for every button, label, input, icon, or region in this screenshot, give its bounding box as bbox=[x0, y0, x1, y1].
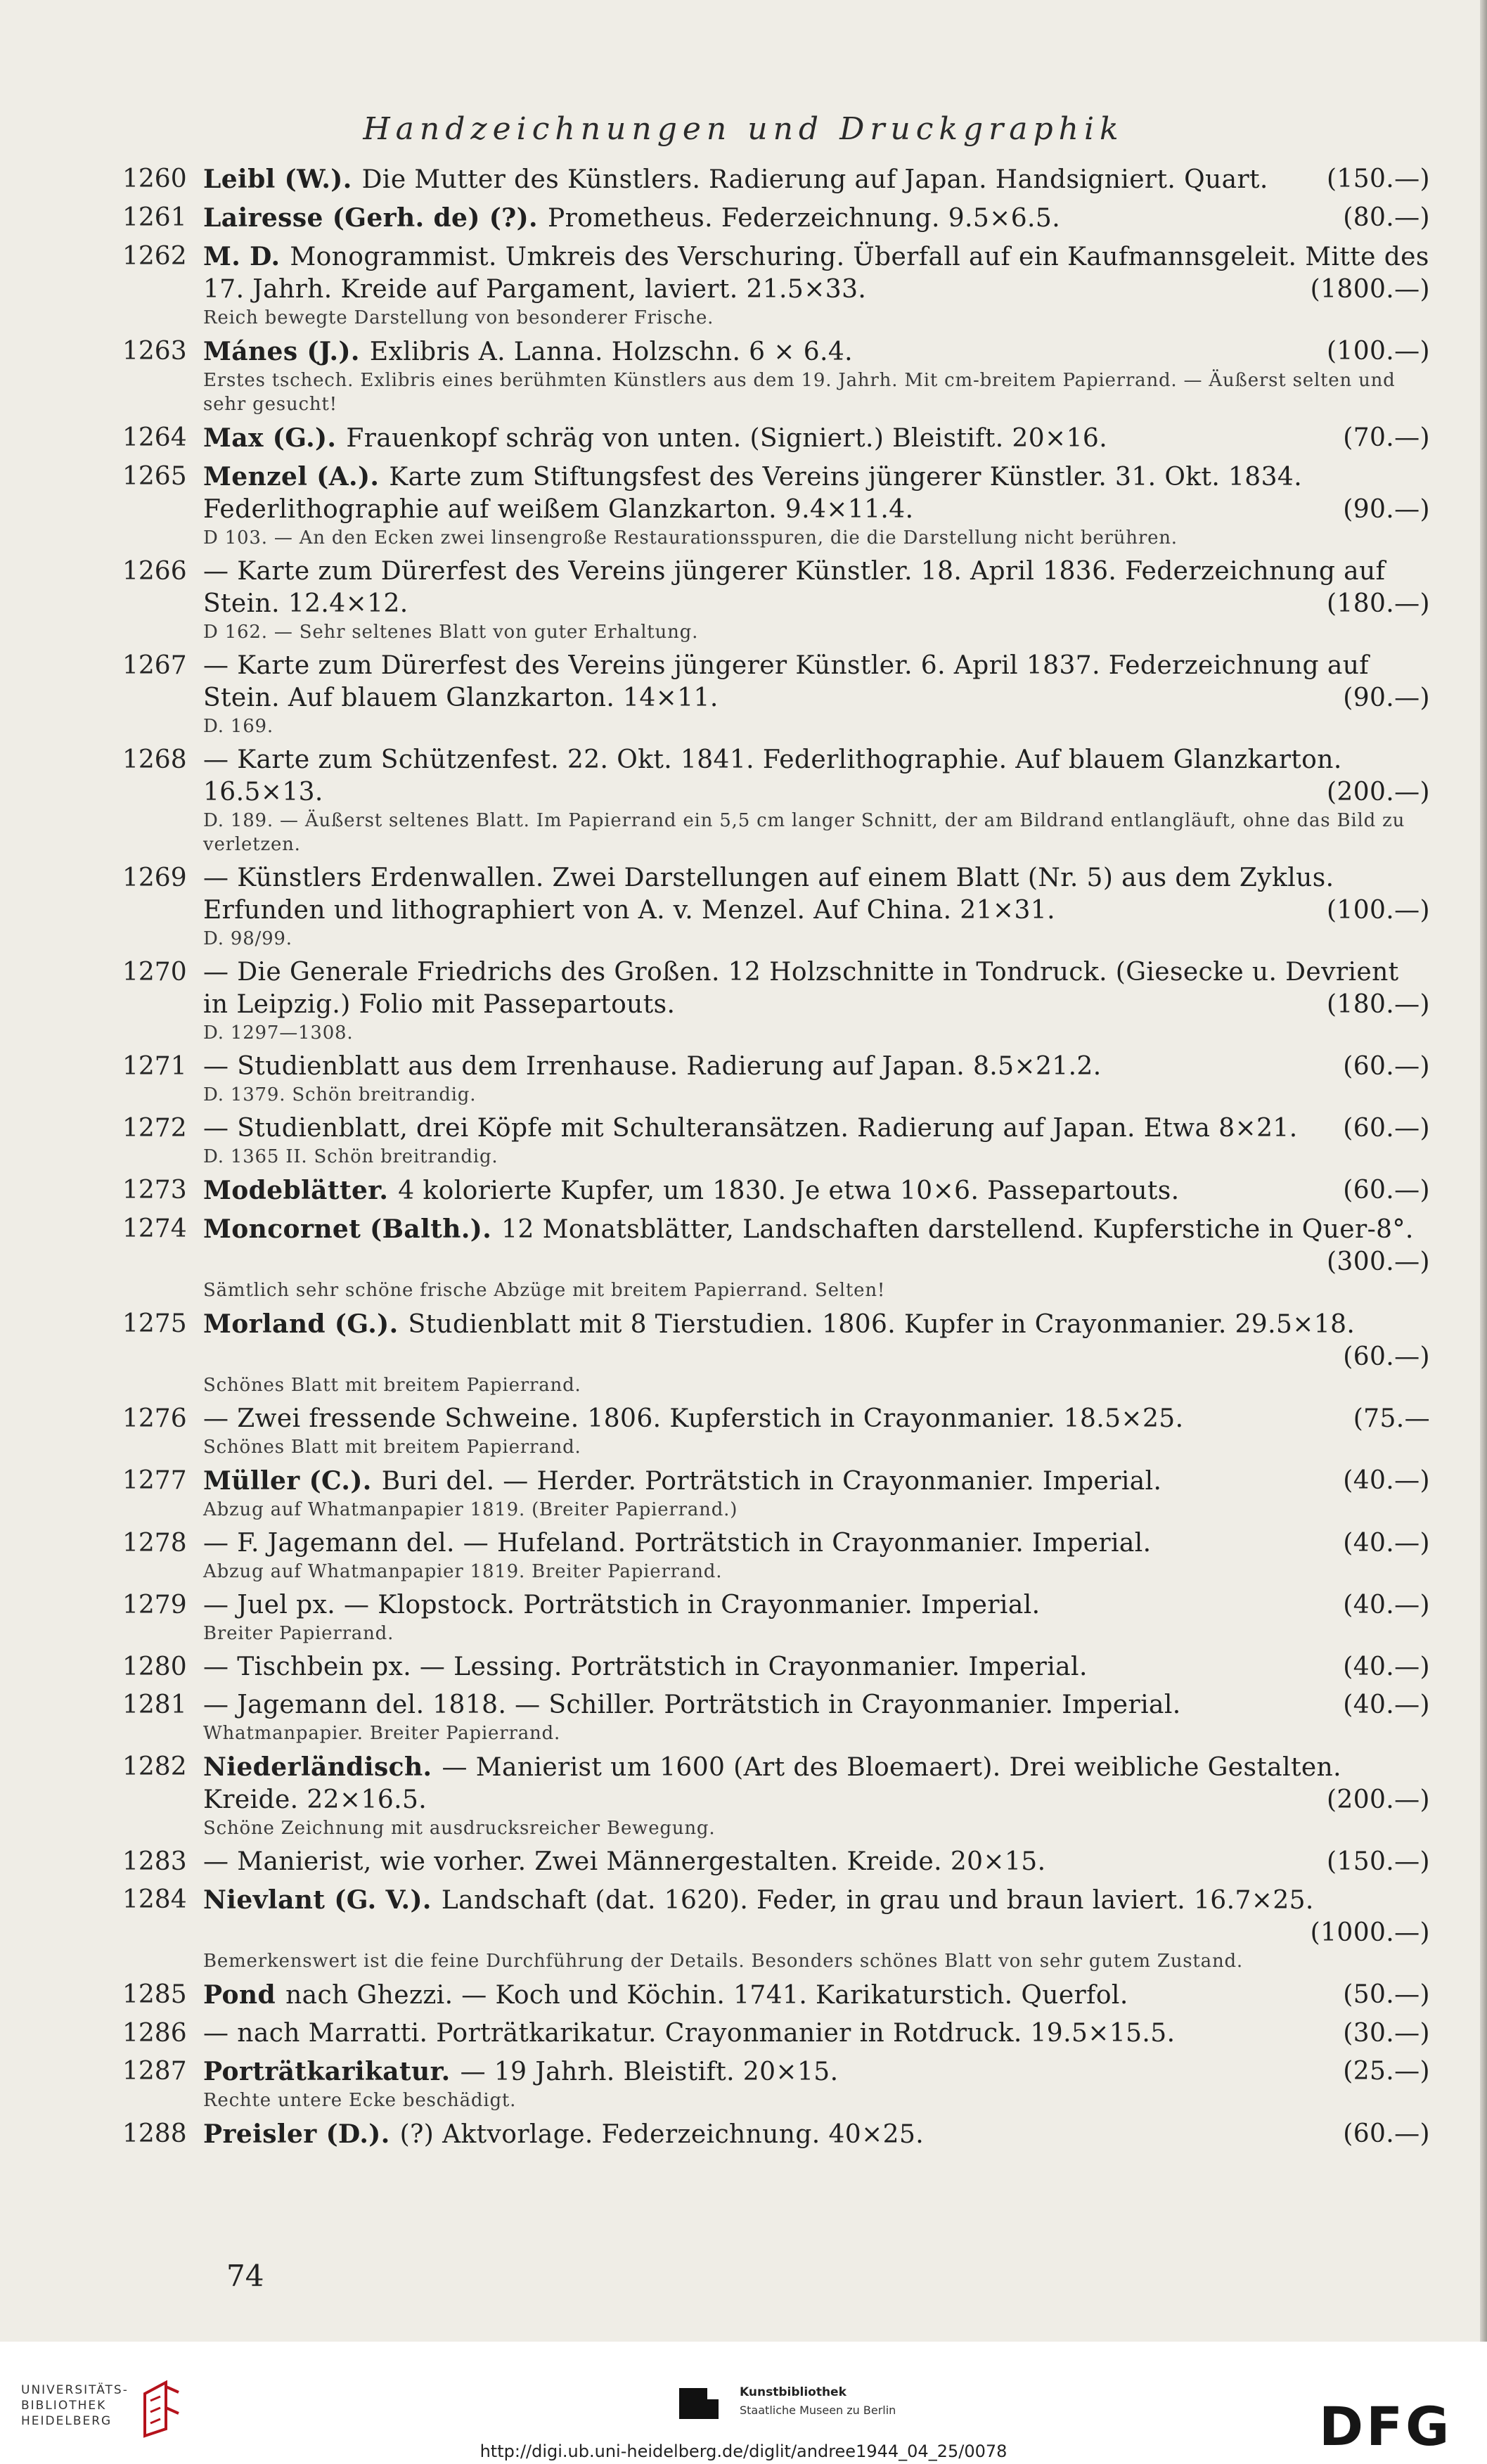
entry-note: Reich bewegte Darstellung von besonderer Frische. bbox=[203, 307, 714, 328]
entry-description bbox=[203, 862, 1430, 927]
catalogue-entry bbox=[122, 1213, 1430, 1302]
lot-number: 1261 bbox=[122, 203, 187, 232]
artist-name: Müller (C.). bbox=[203, 1466, 372, 1496]
catalogue-entry bbox=[122, 2118, 1430, 2151]
university-label bbox=[21, 2382, 129, 2429]
entry-note: D 103. — An den Ecken zwei linsengroße Restaurationsspuren, die die Darstellung nicht berühren. bbox=[203, 527, 1178, 548]
artist-name: Preisler (D.). bbox=[203, 2119, 390, 2149]
entry-note: D. 1297—1308. bbox=[203, 1022, 354, 1044]
lot-number: 1284 bbox=[122, 1885, 187, 1914]
estimate-price: (30.—) bbox=[1343, 2019, 1430, 2048]
estimate-price: (150.—) bbox=[1326, 1847, 1430, 1876]
catalogue-entry bbox=[122, 202, 1430, 235]
artist-name: Moncornet (Balth.). bbox=[203, 1214, 492, 1244]
footer-bar bbox=[0, 2342, 1487, 2464]
entry-text: — Die Generale Friedrichs des Großen. 12 Holzschnitte in Tondruck. (Giesecke u. Devrient in Leipzig.) Folio mit Passepartouts. bbox=[203, 958, 1399, 1019]
entry-description bbox=[203, 335, 1430, 368]
estimate-price: (60.—) bbox=[1343, 1114, 1430, 1143]
entry-text: — Juel px. — Klopstock. Porträtstich in Crayonmanier. Imperial. bbox=[203, 1591, 1041, 1619]
lot-number: 1286 bbox=[122, 2019, 187, 2048]
artist-name: Porträtkarikatur. bbox=[203, 2057, 451, 2086]
entry-description bbox=[203, 1651, 1430, 1683]
heidelberg-university-library-logo[interactable] bbox=[21, 2382, 190, 2439]
artist-name: Morland (G.). bbox=[203, 1309, 399, 1339]
entry-note: D 162. — Sehr seltenes Blatt von guter Erhaltung. bbox=[203, 622, 699, 643]
estimate-price: (180.—) bbox=[1326, 589, 1430, 618]
entry-text: Karte zum Stiftungsfest des Vereins jüngerer Künstler. 31. Okt. 1834. Federlithographie auf weißem Glanzkarton. 9.4×11.4. bbox=[203, 463, 1303, 524]
kunstbibliothek-logo[interactable] bbox=[679, 2375, 960, 2425]
entry-text: — Studienblatt aus dem Irrenhause. Radierung auf Japan. 8.5×21.2. bbox=[203, 1052, 1102, 1081]
estimate-price: (60.—) bbox=[1343, 1176, 1430, 1205]
catalogue-entry bbox=[122, 1051, 1430, 1107]
entry-note: Rechte untere Ecke beschädigt. bbox=[203, 2090, 517, 2111]
catalogue-entry bbox=[122, 1465, 1430, 1522]
artist-name: Modeblätter. bbox=[203, 1176, 389, 1205]
lot-number: 1272 bbox=[122, 1114, 187, 1143]
entry-text: Landschaft (dat. 1620). Feder, in grau und braun laviert. 16.7×25. bbox=[441, 1886, 1314, 1915]
entry-text: — Jagemann del. 1818. — Schiller. Porträtstich in Crayonmanier. Imperial. bbox=[203, 1690, 1181, 1719]
entry-text: — Zwei fressende Schweine. 1806. Kupferstich in Crayonmanier. 18.5×25. bbox=[203, 1404, 1184, 1433]
entry-text: Studienblatt mit 8 Tierstudien. 1806. Kupfer in Crayonmanier. 29.5×18. bbox=[408, 1310, 1356, 1339]
lot-number: 1263 bbox=[122, 337, 187, 366]
catalogue-entry bbox=[122, 1651, 1430, 1683]
entry-text: — Künstlers Erdenwallen. Zwei Darstellungen auf einem Blatt (Nr. 5) aus dem Zyklus. Erfunden und lithographiert von A. v. Menzel. Auf China. 21×31. bbox=[203, 864, 1334, 925]
entry-text: (?) Aktvorlage. Federzeichnung. 40×25. bbox=[399, 2120, 925, 2149]
catalogue-entry bbox=[122, 1403, 1430, 1459]
entry-text: — Karte zum Schützenfest. 22. Okt. 1841. Federlithographie. Auf blauem Glanzkarton. 16.5×13. bbox=[203, 745, 1342, 807]
entry-text: 12 Monatsblätter, Landschaften darstellend. Kupferstiche in Quer-8°. bbox=[501, 1215, 1414, 1244]
page-number: 74 bbox=[226, 2259, 264, 2293]
lot-number: 1279 bbox=[122, 1591, 187, 1619]
lot-number: 1277 bbox=[122, 1466, 187, 1495]
entry-description bbox=[203, 1751, 1430, 1816]
entry-description bbox=[203, 461, 1430, 526]
estimate-price: (100.—) bbox=[1326, 896, 1430, 925]
estimate-price: (50.—) bbox=[1343, 1980, 1430, 2009]
entry-description bbox=[203, 556, 1430, 620]
entry-description bbox=[203, 2118, 1430, 2151]
university-line-3: HEIDELBERG bbox=[21, 2414, 112, 2428]
entry-note: Schönes Blatt mit breitem Papierrand. bbox=[203, 1375, 581, 1396]
entry-note: D. 1379. Schön breitrandig. bbox=[203, 1084, 477, 1105]
estimate-price: (60.—) bbox=[1343, 2119, 1430, 2148]
entry-description bbox=[203, 163, 1430, 196]
entry-text: nach Ghezzi. — Koch und Köchin. 1741. Karikaturstich. Querfol. bbox=[285, 1981, 1128, 2010]
entry-description bbox=[203, 1112, 1430, 1145]
catalogue-entry bbox=[122, 335, 1430, 416]
catalogue-entry bbox=[122, 1689, 1430, 1745]
entry-description bbox=[203, 1213, 1430, 1276]
entry-description bbox=[203, 1465, 1430, 1498]
lot-number: 1273 bbox=[122, 1176, 187, 1205]
entry-text: — Tischbein px. — Lessing. Porträtstich in Crayonmanier. Imperial. bbox=[203, 1653, 1088, 1681]
lot-number: 1262 bbox=[122, 242, 187, 271]
lot-number: 1267 bbox=[122, 651, 187, 680]
catalogue-entry bbox=[122, 556, 1430, 644]
entry-description bbox=[203, 422, 1430, 455]
entry-text: Buri del. — Herder. Porträtstich in Crayonmanier. Imperial. bbox=[381, 1467, 1162, 1496]
estimate-price: (200.—) bbox=[1326, 1785, 1430, 1814]
entry-text: Prometheus. Federzeichnung. 9.5×6.5. bbox=[547, 204, 1061, 233]
university-seal-icon bbox=[138, 2380, 183, 2439]
entry-description bbox=[203, 2055, 1430, 2088]
entry-note: D. 169. bbox=[203, 716, 273, 737]
entry-description bbox=[203, 1527, 1430, 1560]
lot-number: 1270 bbox=[122, 958, 187, 987]
lot-number: 1269 bbox=[122, 864, 187, 892]
entry-note: Whatmanpapier. Breiter Papierrand. bbox=[203, 1723, 561, 1744]
estimate-price: (60.—) bbox=[1343, 1052, 1430, 1081]
catalogue-entry bbox=[122, 2017, 1430, 2050]
lot-number: 1278 bbox=[122, 1529, 187, 1558]
lot-number: 1276 bbox=[122, 1404, 187, 1433]
catalogue-entry bbox=[122, 422, 1430, 455]
lot-number: 1280 bbox=[122, 1653, 187, 1681]
estimate-price: (1800.—) bbox=[1310, 275, 1430, 304]
entry-description bbox=[203, 744, 1430, 809]
catalogue-entry bbox=[122, 956, 1430, 1045]
entry-note: Erstes tschech. Exlibris eines berühmten Künstlers aus dem 19. Jahrh. Mit cm-breitem Papierrand. — Äußerst selten und sehr gesucht! bbox=[203, 370, 1396, 415]
entry-description bbox=[203, 1403, 1430, 1435]
artist-name: Mánes (J.). bbox=[203, 337, 360, 366]
estimate-price: (40.—) bbox=[1343, 1591, 1430, 1619]
entry-note: Sämtlich sehr schöne frische Abzüge mit breitem Papierrand. Selten! bbox=[203, 1280, 886, 1301]
catalogue-entries bbox=[122, 163, 1430, 2157]
entry-note: D. 98/99. bbox=[203, 928, 292, 949]
estimate-price: (200.—) bbox=[1326, 778, 1430, 807]
source-url[interactable]: http://digi.ub.uni-heidelberg.de/diglit/andree1944_04_25/0078 bbox=[479, 2441, 1008, 2461]
entry-note: Schöne Zeichnung mit ausdrucksreicher Bewegung. bbox=[203, 1818, 716, 1839]
artist-name: Max (G.). bbox=[203, 423, 337, 453]
entry-text: — Manierist um 1600 (Art des Bloemaert). Drei weibliche Gestalten. Kreide. 22×16.5. bbox=[203, 1753, 1341, 1814]
catalogue-entry bbox=[122, 1846, 1430, 1878]
catalogue-entry bbox=[122, 1174, 1430, 1207]
entry-description bbox=[203, 1884, 1430, 1947]
estimate-price: (90.—) bbox=[1343, 495, 1430, 524]
lot-number: 1274 bbox=[122, 1214, 187, 1243]
entry-note: D. 189. — Äußerst seltenes Blatt. Im Papierrand ein 5,5 cm langer Schnitt, der am Bildrand entlangläuft, ohne das Bild zu verletzen. bbox=[203, 810, 1405, 855]
catalogue-entry bbox=[122, 650, 1430, 738]
catalogue-entry bbox=[122, 163, 1430, 196]
estimate-price: (100.—) bbox=[1326, 337, 1430, 366]
entry-description bbox=[203, 956, 1430, 1021]
catalogue-entry bbox=[122, 461, 1430, 550]
catalogue-entry bbox=[122, 240, 1430, 330]
entry-description bbox=[203, 202, 1430, 235]
kunstbibliothek-title: Kunstbibliothek bbox=[740, 2385, 847, 2399]
running-head: Handzeichnungen und Druckgraphik bbox=[363, 111, 1124, 147]
estimate-price: (40.—) bbox=[1343, 1690, 1430, 1719]
entry-text: 4 kolorierte Kupfer, um 1830. Je etwa 10×6. Passepartouts. bbox=[398, 1176, 1180, 1205]
lot-number: 1285 bbox=[122, 1980, 187, 2009]
estimate-price: (40.—) bbox=[1343, 1529, 1430, 1558]
catalogue-entry bbox=[122, 1589, 1430, 1645]
lot-number: 1271 bbox=[122, 1052, 187, 1081]
estimate-price: (90.—) bbox=[1343, 684, 1430, 712]
entry-text: Monogrammist. Umkreis des Verschuring. Überfall auf ein Kaufmannsgeleit. Mitte des 17. Jahrh. Kreide auf Pargament, laviert. 21.5×33. bbox=[203, 243, 1429, 304]
entry-description bbox=[203, 1979, 1430, 2012]
lot-number: 1268 bbox=[122, 745, 187, 774]
entry-text: — Karte zum Dürerfest des Vereins jüngerer Künstler. 18. April 1836. Federzeichnung auf Stein. 12.4×12. bbox=[203, 557, 1386, 618]
artist-name: Nievlant (G. V.). bbox=[203, 1885, 432, 1915]
entry-text: Die Mutter des Künstlers. Radierung auf Japan. Handsigniert. Quart. bbox=[361, 165, 1268, 194]
entry-description bbox=[203, 240, 1430, 306]
lot-number: 1264 bbox=[122, 423, 187, 452]
entry-note: D. 1365 II. Schön breitrandig. bbox=[203, 1146, 498, 1167]
entry-text: — nach Marratti. Porträtkarikatur. Crayonmanier in Rotdruck. 19.5×15.5. bbox=[203, 2019, 1176, 2048]
catalogue-entry bbox=[122, 862, 1430, 951]
university-line-1: UNIVERSITÄTS- bbox=[21, 2383, 129, 2397]
catalogue-entry bbox=[122, 1751, 1430, 1840]
catalogue-entry bbox=[122, 1112, 1430, 1169]
entry-note: Abzug auf Whatmanpapier 1819. (Breiter Papierrand.) bbox=[203, 1499, 738, 1520]
entry-note: Abzug auf Whatmanpapier 1819. Breiter Papierrand. bbox=[203, 1561, 723, 1582]
estimate-price: (300.—) bbox=[1326, 1247, 1430, 1276]
estimate-price: (80.—) bbox=[1343, 203, 1430, 232]
entry-description bbox=[203, 650, 1430, 714]
estimate-price: (60.—) bbox=[1343, 1342, 1430, 1371]
artist-name: Niederländisch. bbox=[203, 1752, 432, 1782]
lot-number: 1265 bbox=[122, 462, 187, 491]
entry-text: Exlibris A. Lanna. Holzschn. 6 × 6.4. bbox=[369, 338, 853, 366]
entry-text: — Studienblatt, drei Köpfe mit Schulteransätzen. Radierung auf Japan. Etwa 8×21. bbox=[203, 1114, 1298, 1143]
kunstbibliothek-mark-icon bbox=[679, 2388, 719, 2419]
estimate-price: (70.—) bbox=[1343, 423, 1430, 452]
entry-description bbox=[203, 1689, 1430, 1721]
estimate-price: (25.—) bbox=[1343, 2057, 1430, 2086]
entry-description bbox=[203, 1051, 1430, 1083]
artist-name: Lairesse (Gerh. de) (?). bbox=[203, 203, 538, 233]
estimate-price: (150.—) bbox=[1326, 165, 1430, 193]
kunstbibliothek-subtitle: Staatliche Museen zu Berlin bbox=[740, 2404, 896, 2417]
dfg-logo[interactable]: DFG bbox=[1319, 2395, 1453, 2458]
entry-text: — Manierist, wie vorher. Zwei Männergestalten. Kreide. 20×15. bbox=[203, 1847, 1046, 1876]
estimate-price: (180.—) bbox=[1326, 990, 1430, 1019]
catalogue-entry bbox=[122, 744, 1430, 856]
lot-number: 1283 bbox=[122, 1847, 187, 1876]
estimate-price: (40.—) bbox=[1343, 1466, 1430, 1495]
artist-name: Menzel (A.). bbox=[203, 462, 380, 492]
estimate-price: (1000.—) bbox=[1310, 1918, 1430, 1947]
page-edge-shadow bbox=[1480, 0, 1487, 2342]
entry-note: Schönes Blatt mit breitem Papierrand. bbox=[203, 1437, 581, 1458]
estimate-price: (75.— bbox=[1353, 1404, 1430, 1433]
catalogue-entry bbox=[122, 1308, 1430, 1397]
artist-name: Pond bbox=[203, 1980, 276, 2010]
catalogue-entry bbox=[122, 1527, 1430, 1584]
catalogue-entry bbox=[122, 1979, 1430, 2012]
lot-number: 1281 bbox=[122, 1690, 187, 1719]
entry-note: Bemerkenswert ist die feine Durchführung der Details. Besonders schönes Blatt von sehr gutem Zustand. bbox=[203, 1951, 1243, 1972]
catalogue-entry bbox=[122, 2055, 1430, 2112]
lot-number: 1266 bbox=[122, 557, 187, 586]
entry-description bbox=[203, 2017, 1430, 2050]
entry-text: — 19 Jahrh. Bleistift. 20×15. bbox=[460, 2058, 839, 2086]
entry-text: — F. Jagemann del. — Hufeland. Porträtstich in Crayonmanier. Imperial. bbox=[203, 1529, 1152, 1558]
lot-number: 1288 bbox=[122, 2119, 187, 2148]
university-line-2: BIBLIOTHEK bbox=[21, 2399, 107, 2413]
artist-name: Leibl (W.). bbox=[203, 165, 352, 194]
lot-number: 1282 bbox=[122, 1752, 187, 1781]
entry-note: Breiter Papierrand. bbox=[203, 1623, 394, 1644]
entry-description bbox=[203, 1846, 1430, 1878]
entry-text: Frauenkopf schräg von unten. (Signiert.) Bleistift. 20×16. bbox=[346, 424, 1108, 453]
lot-number: 1260 bbox=[122, 165, 187, 193]
entry-description bbox=[203, 1308, 1430, 1371]
entry-description bbox=[203, 1589, 1430, 1622]
entry-description bbox=[203, 1174, 1430, 1207]
lot-number: 1287 bbox=[122, 2057, 187, 2086]
catalogue-entry bbox=[122, 1884, 1430, 1973]
lot-number: 1275 bbox=[122, 1309, 187, 1338]
entry-text: — Karte zum Dürerfest des Vereins jüngerer Künstler. 6. April 1837. Federzeichnung auf Stein. Auf blauem Glanzkarton. 14×11. bbox=[203, 651, 1370, 712]
artist-name: M. D. bbox=[203, 242, 281, 271]
estimate-price: (40.—) bbox=[1343, 1653, 1430, 1681]
